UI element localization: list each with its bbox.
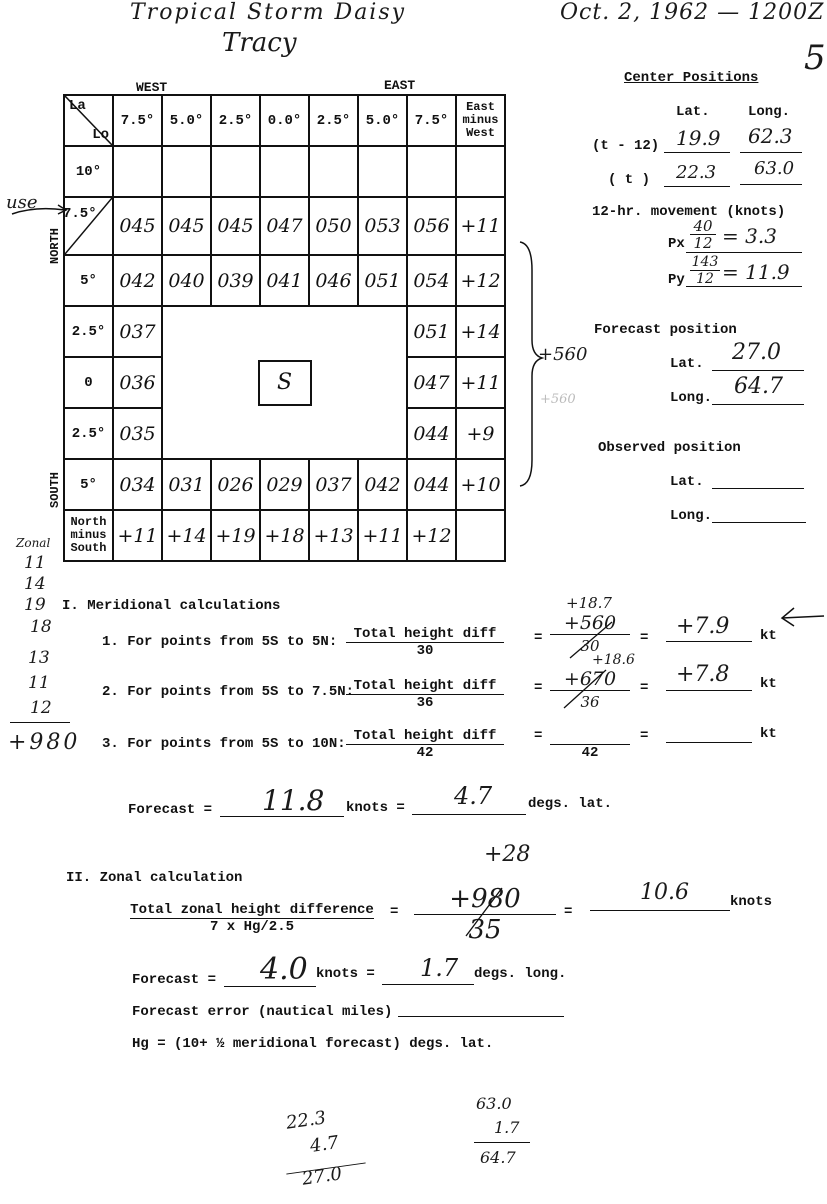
grid-center-area — [162, 306, 407, 459]
meridional-row1-label: 1. For points from 5S to 5N: — [102, 634, 338, 650]
grid-cell-diff: +11 — [456, 357, 505, 408]
col-header: 5.0° — [358, 95, 407, 146]
margin-value: 19 — [24, 595, 46, 615]
grid-cell: 037 — [113, 306, 162, 357]
grid-cell: 044 — [407, 408, 456, 459]
meridional-row2-formula: Total height diff 36 — [346, 678, 504, 711]
ns-diff-cell: +11 — [358, 510, 407, 561]
meridional-row3-formula: Total height diff 42 — [346, 728, 504, 761]
grid-cell — [456, 510, 505, 561]
equals-sign: = — [564, 904, 573, 920]
hg-formula: Hg = (10+ ½ meridional forecast) degs. lat. — [132, 1036, 494, 1052]
margin-value: 12 — [30, 698, 52, 718]
fc-lat-value: 27.0 — [732, 340, 781, 365]
lat-label: 5° — [64, 255, 113, 306]
meridional-row2-label: 2. For points from 5S to 7.5N: — [102, 684, 355, 700]
r2-fraction: +670 36 — [550, 668, 630, 713]
scratch-long-a: 63.0 — [476, 1094, 512, 1113]
px-label: Px — [668, 236, 685, 252]
east-label: EAST — [384, 78, 416, 93]
use-arrow-icon — [10, 200, 70, 220]
margin-value: 14 — [24, 574, 46, 594]
grid-cell — [113, 146, 162, 197]
grid-cell: 053 — [358, 197, 407, 255]
row-header-north-minus-south: North minus South — [64, 510, 113, 561]
col-header-east-minus-west: East minus West — [456, 95, 505, 146]
use-note: use — [6, 192, 38, 213]
grid-cell: 044 — [407, 459, 456, 510]
t12-lat: 19.9 — [676, 126, 721, 150]
scratch-long-b: 1.7 — [494, 1118, 520, 1137]
scratch-long-sum: 64.7 — [480, 1148, 516, 1167]
zonal-forecast-prefix: Forecast = — [132, 972, 217, 988]
lat-label: 5° — [64, 459, 113, 510]
col-header: 2.5° — [309, 95, 358, 146]
degs-lat-label: degs. lat. — [528, 796, 613, 812]
fc-long-value: 64.7 — [734, 374, 783, 399]
grid-cell: 042 — [358, 459, 407, 510]
grid-cell: 036 — [113, 357, 162, 408]
grid-cell: 047 — [260, 197, 309, 255]
equals-sign: = — [534, 728, 543, 744]
px-fraction: $\frac{40}{12}$ — [690, 218, 716, 251]
lat-label: 7.5° — [64, 197, 113, 255]
ns-diff-cell: +14 — [162, 510, 211, 561]
ns-diff-cell: +12 — [407, 510, 456, 561]
px-value: = 3.3 — [722, 224, 777, 248]
margin-value: 11 — [28, 673, 50, 693]
equals-sign: = — [534, 630, 543, 646]
bracket-sum-faint: +560 — [540, 392, 576, 407]
grid-cell: 046 — [309, 255, 358, 306]
grid-cell — [456, 146, 505, 197]
date-time: Oct. 2, 1962 — 1200Z — [560, 0, 825, 25]
zonal-title: II. Zonal calculation — [66, 870, 243, 886]
margin-value: 18 — [30, 617, 52, 637]
grid-cell: 039 — [211, 255, 260, 306]
grid-cell: 056 — [407, 197, 456, 255]
meridional-title: I. Meridional calculations — [62, 598, 281, 614]
grid-cell-diff: +12 — [456, 255, 505, 306]
t12-long: 62.3 — [748, 124, 793, 148]
grid-cell: 047 — [407, 357, 456, 408]
forecast-position-label: Forecast position — [594, 322, 737, 338]
grid-cell: 050 — [309, 197, 358, 255]
r1-above: +18.7 — [566, 594, 612, 612]
north-label: NORTH — [48, 227, 62, 264]
ns-diff-cell: +11 — [113, 510, 162, 561]
equals-sign: = — [640, 680, 649, 696]
zonal-knots-label: knots — [730, 894, 773, 910]
meridional-forecast-prefix: Forecast = — [128, 802, 213, 818]
margin-value: 11 — [24, 553, 46, 573]
lat-label: 10° — [64, 146, 113, 197]
zonal-strike-icon — [460, 886, 510, 938]
col-header: 7.5° — [113, 95, 162, 146]
west-label: WEST — [136, 80, 168, 95]
py-label: Py — [668, 272, 685, 288]
equals-sign: = — [390, 904, 399, 920]
storm-name: Tropical Storm Daisy — [130, 0, 407, 25]
zonal-above: +28 — [484, 842, 531, 867]
lat-label: 0 — [64, 357, 113, 408]
equals-sign: = — [640, 728, 649, 744]
lat-label: 2.5° — [64, 408, 113, 459]
grid-cell: 035 — [113, 408, 162, 459]
movement-label: 12-hr. movement (knots) — [592, 204, 786, 220]
grid-cell — [309, 146, 358, 197]
grid-cell: 045 — [162, 197, 211, 255]
fc-long-label: Long. — [670, 390, 713, 406]
py-fraction: $\frac{143}{12}$ — [691, 254, 719, 287]
grid-cell-diff: +9 — [456, 408, 505, 459]
zonal-formula: Total zonal height difference 7 x Hg/2.5 — [130, 902, 374, 935]
knots-eq-label: knots = — [316, 966, 375, 982]
sum-bracket-icon — [518, 240, 548, 490]
grid-cell: 041 — [260, 255, 309, 306]
grid-cell: 026 — [211, 459, 260, 510]
r1-result: +7.9 — [676, 614, 730, 639]
height-grid — [63, 94, 506, 562]
kt-label: kt — [760, 676, 777, 692]
scratch-lat-b: 4.7 — [308, 1132, 340, 1157]
r2-above: +18.6 — [592, 652, 635, 668]
scratch-lat-sum: 27.0 — [300, 1163, 344, 1190]
py-value: = 11.9 — [722, 260, 790, 284]
t-long: 63.0 — [754, 158, 795, 179]
margin-zonal-label: Zonal — [16, 536, 51, 550]
grid-cell: 029 — [260, 459, 309, 510]
meridional-row1-formula: Total height diff 30 — [346, 626, 504, 659]
grid-corner: La Lo — [64, 95, 113, 146]
kt-label: kt — [760, 628, 777, 644]
r2-strike-icon — [560, 668, 610, 710]
obs-long-label: Long. — [670, 508, 713, 524]
ns-diff-cell: +13 — [309, 510, 358, 561]
kt-label: kt — [760, 726, 777, 742]
grid-cell: 045 — [113, 197, 162, 255]
grid-cell: 040 — [162, 255, 211, 306]
lat-col-label: Lat. — [676, 104, 710, 120]
grid-cell-diff: +11 — [456, 197, 505, 255]
ns-diff-cell: +19 — [211, 510, 260, 561]
equals-sign: = — [534, 680, 543, 696]
analyst-name: Tracy — [222, 28, 297, 58]
grid-cell: 054 — [407, 255, 456, 306]
grid-cell-diff: +10 — [456, 459, 505, 510]
meridional-forecast-degs: 4.7 — [454, 782, 493, 810]
meridional-forecast-knots: 11.8 — [262, 784, 325, 817]
col-header: 2.5° — [211, 95, 260, 146]
grid-cell — [211, 146, 260, 197]
grid-cell: 045 — [211, 197, 260, 255]
zonal-forecast-knots: 4.0 — [260, 952, 308, 987]
equals-sign: = — [640, 630, 649, 646]
long-col-label: Long. — [748, 104, 791, 120]
zonal-forecast-degs: 1.7 — [420, 954, 459, 982]
south-label: SOUTH — [48, 471, 62, 508]
grid-cell: 042 — [113, 255, 162, 306]
t-lat: 22.3 — [676, 162, 717, 183]
grid-cell: 034 — [113, 459, 162, 510]
col-header: 7.5° — [407, 95, 456, 146]
grid-cell: 051 — [407, 306, 456, 357]
t12-label: (t - 12) — [592, 138, 660, 154]
bracket-sum: +560 — [538, 344, 588, 365]
zonal-fraction: $\frac{+980}{35}$ — [414, 884, 556, 945]
col-header: 5.0° — [162, 95, 211, 146]
meridional-row3-label: 3. For points from 5S to 10N: — [102, 736, 346, 752]
zonal-result: 10.6 — [640, 880, 689, 905]
forecast-error-label: Forecast error (nautical miles) — [132, 1004, 393, 1020]
knots-eq-label: knots = — [346, 800, 405, 816]
t-label: ( t ) — [608, 172, 651, 188]
grid-cell: 031 — [162, 459, 211, 510]
grid-cell: 051 — [358, 255, 407, 306]
ns-diff-cell: +18 — [260, 510, 309, 561]
grid-cell: 037 — [309, 459, 358, 510]
page-mark: 5 — [804, 38, 826, 78]
col-header: 0.0° — [260, 95, 309, 146]
scratch-lat-a: 22.3 — [284, 1107, 328, 1134]
lat-label: 2.5° — [64, 306, 113, 357]
obs-lat-label: Lat. — [670, 474, 704, 490]
center-mark: S — [258, 360, 312, 406]
r3-fraction: 42 — [550, 728, 630, 761]
margin-total: +980 — [8, 730, 81, 755]
grid-cell — [162, 146, 211, 197]
fc-lat-label: Lat. — [670, 356, 704, 372]
grid-cell-diff: +14 — [456, 306, 505, 357]
arrow-left-icon — [778, 604, 826, 630]
center-positions-title: Center Positions — [624, 70, 759, 86]
grid-cell — [358, 146, 407, 197]
margin-value: 13 — [28, 648, 50, 668]
r1-fraction: +560 30 — [550, 612, 630, 657]
observed-position-label: Observed position — [598, 440, 741, 456]
degs-long-label: degs. long. — [474, 966, 567, 982]
grid-cell — [260, 146, 309, 197]
r2-result: +7.8 — [676, 662, 730, 687]
grid-cell — [407, 146, 456, 197]
